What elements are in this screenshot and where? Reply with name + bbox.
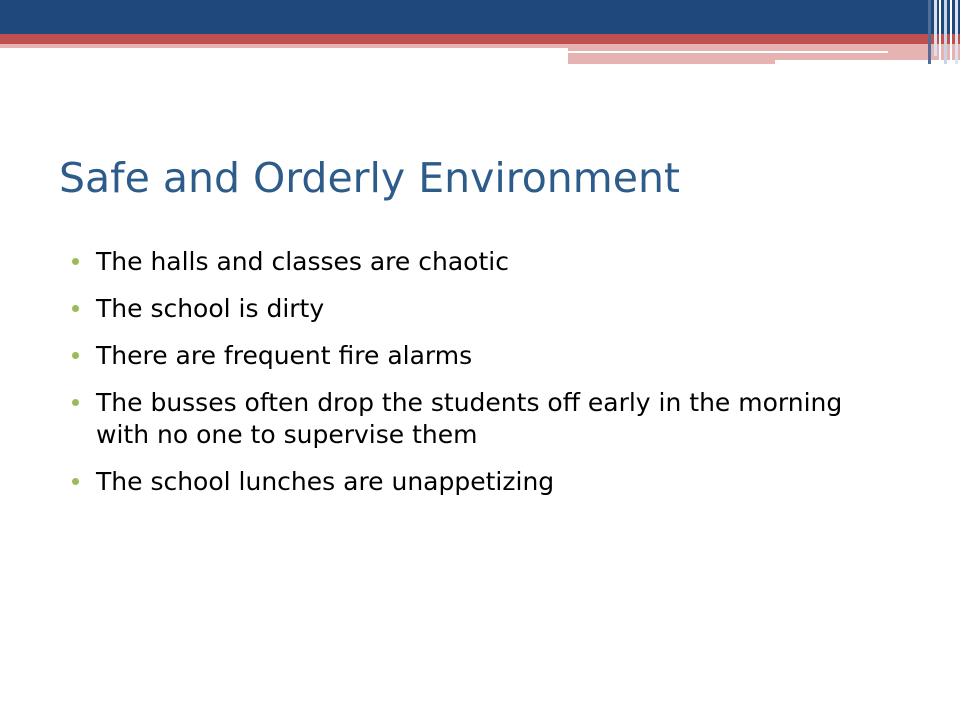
header-vertical-stripe — [955, 0, 958, 64]
bullet-text: The halls and classes are chaotic — [96, 247, 509, 276]
bullet-item — [72, 293, 872, 325]
bullet-item — [72, 466, 872, 498]
bullet-list — [72, 246, 872, 513]
bullet-dot-icon — [72, 352, 79, 359]
bullet-text: The school is dirty — [96, 294, 325, 323]
bullet-item — [72, 387, 872, 451]
header-accent-line-lower — [775, 60, 960, 64]
bullet-item — [72, 246, 872, 278]
header-vertical-stripe — [950, 0, 952, 64]
slide-title: Safe and Orderly Environment — [59, 154, 681, 202]
header-accent-line — [568, 51, 888, 53]
header-band-red — [0, 34, 960, 44]
bullet-text: The school lunches are unappetizing — [96, 467, 555, 496]
header-vertical-stripe — [944, 0, 947, 64]
bullet-dot-icon — [72, 258, 79, 265]
bullet-text: There are frequent fire alarms — [96, 341, 473, 370]
bullet-dot-icon — [72, 478, 79, 485]
header-vertical-stripe — [939, 0, 941, 60]
bullet-dot-icon — [72, 305, 79, 312]
bullet-dot-icon — [72, 399, 79, 406]
bullet-text: The busses often drop the students off early in the morning with no one to supervise them — [96, 388, 843, 449]
bullet-item — [72, 340, 872, 372]
header-vertical-stripe — [928, 0, 931, 64]
header-band-pink — [0, 44, 568, 48]
header-band-blue — [0, 0, 960, 34]
header-vertical-stripe — [934, 0, 937, 56]
